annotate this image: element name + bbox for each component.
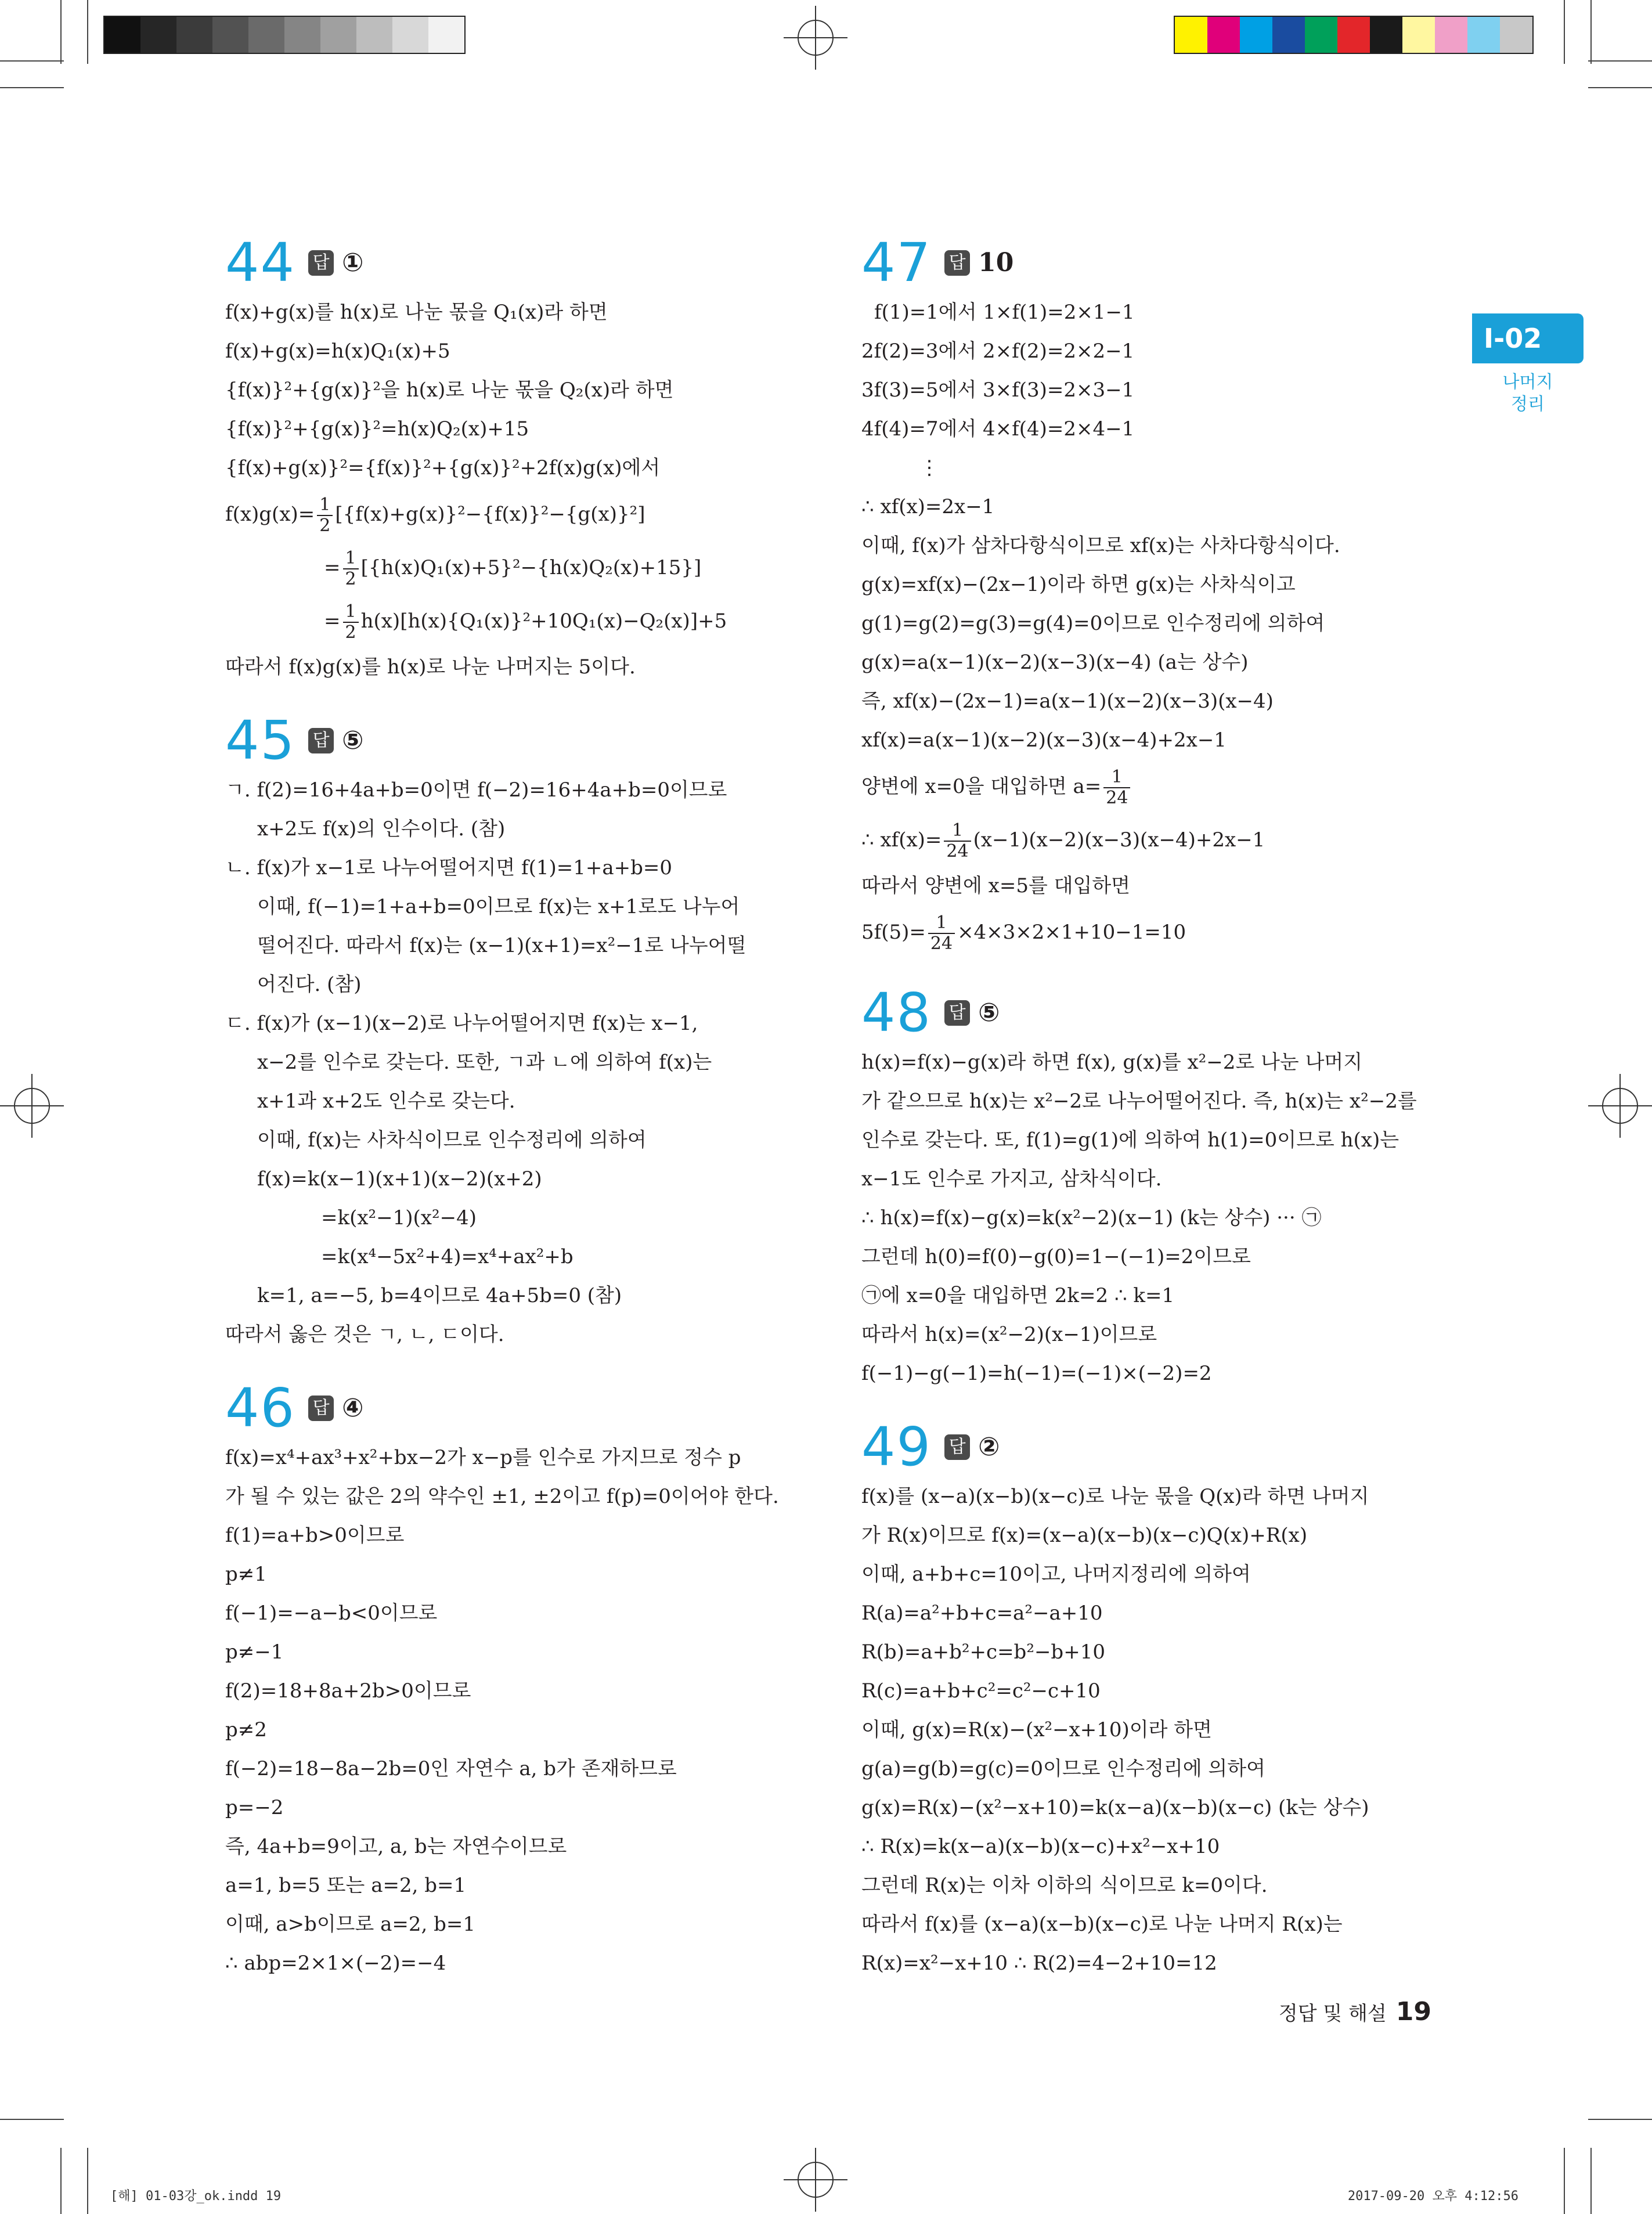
denominator: 24 [1106, 788, 1128, 808]
solution-line: 즉, xf(x)−(2x−1)=a(x−1)(x−2)(x−3)(x−4) [861, 690, 1274, 713]
color-swatch [320, 17, 356, 53]
expr-lhs: 5f(5)= [861, 921, 926, 944]
question-header [225, 710, 806, 771]
solution-line: ⋮ [919, 456, 939, 479]
solution-line: ∴ abp=2×1×(−2)=−4 [225, 1952, 446, 1975]
chapter-title [1472, 372, 1584, 416]
registration-mark-left [0, 1074, 64, 1138]
chapter-title-line1: 나머지 [1502, 372, 1553, 392]
crop-mark-top-left-v2 [87, 0, 88, 64]
color-swatch [140, 17, 176, 53]
numerator: 1 [944, 821, 971, 842]
solution-line: R(x)=x²−x+10 ∴ R(2)=4−2+10=12 [861, 1952, 1217, 1975]
solution-line: f(−1)=−a−b<0이므로 [225, 1602, 438, 1625]
chapter-title-line2: 정리 [1511, 394, 1545, 414]
question-header [861, 1416, 1442, 1477]
solution-line: 가 같으므로 h(x)는 x²−2로 나누어떨어진다. 즉, h(x)는 x²−2를 [861, 1090, 1417, 1113]
solution-line: 가 R(x)이므로 f(x)=(x−a)(x−b)(x−c)Q(x)+R(x) [861, 1524, 1308, 1547]
solution-line: 따라서 f(x)g(x)를 h(x)로 나눈 나머지는 5이다. [225, 655, 636, 679]
color-swatch [1337, 17, 1370, 53]
expr-rhs: ×4×3×2×1+10−1=10 [957, 921, 1186, 944]
answer-badge: 답 [308, 250, 334, 276]
color-swatch [1305, 17, 1337, 53]
denominator: 2 [319, 515, 331, 536]
crop-mark-bottom-left-v2 [87, 2148, 88, 2214]
question-49 [861, 1416, 1442, 1983]
solution-line: a=1, b=5 또는 a=2, b=1 [225, 1874, 467, 1897]
crop-mark-top-right-h [1588, 60, 1652, 62]
solution-line: g(x)=xf(x)−(2x−1)이라 하면 g(x)는 사차식이고 [861, 573, 1296, 596]
solution-line: ∴ h(x)=f(x)−g(x)=k(x²−2)(x−1) (k는 상수) ··· ㉠ [861, 1206, 1322, 1229]
crop-mark-top-right-v [1590, 0, 1592, 64]
color-swatch [1175, 17, 1207, 53]
solution-line: 따라서 f(x)를 (x−a)(x−b)(x−c)로 나눈 나머지 R(x)는 [861, 1913, 1343, 1936]
answer-badge: 답 [944, 1434, 970, 1460]
fraction [343, 549, 359, 589]
registration-mark-right [1588, 1074, 1652, 1138]
solution-line: k=1, a=−5, b=4이므로 4a+5b=0 (참) [257, 1284, 622, 1307]
numerator: 1 [928, 913, 955, 934]
solution-line [225, 541, 806, 594]
solution-line: 그런데 R(x)는 이차 이하의 식이므로 k=0이다. [861, 1874, 1268, 1897]
question-number: 48 [861, 981, 932, 1044]
color-swatch [1402, 17, 1435, 53]
solution-line: 따라서 옳은 것은 ㄱ, ㄴ, ㄷ이다. [225, 1323, 504, 1346]
solution-line: f(1)=1에서 1×f(1)=2×1−1 [874, 301, 1135, 324]
solution-line: g(1)=g(2)=g(3)=g(4)=0이므로 인수정리에 의하여 [861, 612, 1325, 635]
fraction [944, 821, 971, 861]
question-number: 47 [861, 231, 932, 294]
color-swatch [1207, 17, 1240, 53]
solution-line: 이때, f(−1)=1+a+b=0이므로 f(x)는 x+1로도 나누어 [257, 895, 740, 918]
numerator: 1 [317, 495, 333, 516]
color-swatch [248, 17, 284, 53]
solution-line [861, 760, 1442, 813]
solution-line: =k(x²−1)(x²−4) [321, 1206, 477, 1229]
solution-line: {f(x)+g(x)}²={f(x)}²+{g(x)}²+2f(x)g(x)에서 [225, 456, 661, 479]
solution-line: {f(x)}²+{g(x)}²=h(x)Q₂(x)+15 [225, 417, 529, 441]
solution-line [861, 906, 1442, 959]
color-bar [1174, 16, 1534, 54]
crop-mark-bottom-right-v2 [1564, 2148, 1565, 2214]
solution-line: 이때, f(x)는 사차식이므로 인수정리에 의하여 [257, 1128, 647, 1152]
solution-line: 인수로 갖는다. 또, f(1)=g(1)에 의하여 h(1)=0이므로 h(x)는 [861, 1128, 1399, 1152]
question-header [225, 232, 806, 293]
question-header [861, 232, 1442, 293]
solution-line: 이때, a+b+c=10이고, 나머지정리에 의하여 [861, 1563, 1251, 1586]
answer-value: 10 [978, 248, 1014, 277]
solution-line: 즉, 4a+b=9이고, a, b는 자연수이므로 [225, 1835, 567, 1858]
solution-line: x−2를 인수로 갖는다. 또한, ㄱ과 ㄴ에 의하여 f(x)는 [257, 1051, 712, 1074]
solution-line: g(x)=R(x)−(x²−x+10)=k(x−a)(x−b)(x−c) (k는 상수) [861, 1796, 1369, 1819]
solution-line: 이때, a>b이므로 a=2, b=1 [225, 1913, 476, 1936]
solution-line: x+1과 x+2도 인수로 갖는다. [257, 1090, 515, 1113]
color-swatch [1370, 17, 1402, 53]
solution-line: R(a)=a²+b+c=a²−a+10 [861, 1602, 1103, 1625]
fraction [928, 913, 955, 954]
question-header [225, 1378, 806, 1438]
solution-line: ㄷ. f(x)가 (x−1)(x−2)로 나누어떨어지면 f(x)는 x−1, [225, 1012, 698, 1035]
fraction [1103, 767, 1130, 808]
chapter-code: I-02 [1484, 323, 1542, 354]
crop-mark-top-right-v2 [1564, 0, 1565, 64]
denominator: 24 [946, 841, 969, 861]
color-swatch [176, 17, 212, 53]
color-swatch [284, 17, 320, 53]
crop-mark-top-left-v [60, 0, 62, 64]
expr-lhs: ∴ xf(x)= [861, 828, 942, 852]
left-column [225, 232, 806, 1983]
expr-lhs: = [324, 610, 341, 633]
answer-value: ⑤ [342, 726, 364, 755]
question-47 [861, 232, 1442, 959]
expr-rhs: h(x)[h(x){Q₁(x)}²+10Q₁(x)−Q₂(x)]+5 [360, 610, 727, 633]
chapter-tab [1472, 313, 1584, 363]
solution-line: xf(x)=a(x−1)(x−2)(x−3)(x−4)+2x−1 [861, 729, 1227, 752]
solution-line: 그런데 h(0)=f(0)−g(0)=1−(−1)=2이므로 [861, 1245, 1251, 1268]
question-number: 45 [225, 709, 296, 771]
solution-line: ∴ R(x)=k(x−a)(x−b)(x−c)+x²−x+10 [861, 1835, 1220, 1858]
solution-line: ㄱ. f(2)=16+4a+b=0이면 f(−2)=16+4a+b=0이므로 [225, 778, 727, 802]
question-number: 49 [861, 1415, 932, 1478]
crop-mark-bottom-left-h [0, 2119, 64, 2120]
solution-line: p≠1 [225, 1563, 267, 1586]
denominator: 2 [345, 622, 356, 643]
numerator: 1 [343, 549, 359, 569]
solution-line [225, 488, 806, 541]
solution-line [861, 813, 1442, 867]
solution-line: ∴ xf(x)=2x−1 [861, 495, 995, 518]
solution-line: h(x)=f(x)−g(x)라 하면 f(x), g(x)를 x²−2로 나눈 나머지 [861, 1051, 1363, 1074]
answer-badge: 답 [944, 250, 970, 276]
color-swatch [356, 17, 392, 53]
expr-rhs: [{h(x)Q₁(x)+5}²−{h(x)Q₂(x)+15}] [360, 556, 702, 579]
solution-line: 따라서 양변에 x=5를 대입하면 [861, 874, 1131, 897]
answer-badge: 답 [308, 728, 334, 753]
solution-line: 가 될 수 있는 값은 2의 약수인 ±1, ±2이고 f(p)=0이어야 한다. [225, 1485, 779, 1508]
crop-mark-bottom-right-h [1588, 2119, 1652, 2120]
solution-line: f(x)=k(x−1)(x+1)(x−2)(x+2) [257, 1167, 542, 1191]
answer-badge: 답 [944, 1000, 970, 1026]
solution-line: 어진다. (참) [257, 973, 362, 996]
answer-value: ④ [342, 1393, 364, 1423]
answer-value: ② [978, 1432, 1000, 1462]
solution-line: g(x)=a(x−1)(x−2)(x−3)(x−4) (a는 상수) [861, 651, 1249, 674]
question-number: 46 [225, 1376, 296, 1439]
expr-lhs: = [324, 556, 341, 579]
numerator: 1 [1103, 767, 1130, 788]
question-number: 44 [225, 231, 296, 294]
color-swatch [104, 17, 140, 53]
solution-line: g(a)=g(b)=g(c)=0이므로 인수정리에 의하여 [861, 1757, 1265, 1780]
numerator: 1 [343, 602, 359, 623]
solution-line: 이때, f(x)가 삼차다항식이므로 xf(x)는 사차다항식이다. [861, 534, 1340, 557]
solution-line: f(2)=18+8a+2b>0이므로 [225, 1679, 471, 1703]
solution-line: 따라서 h(x)=(x²−2)(x−1)이므로 [861, 1323, 1157, 1346]
color-swatch [428, 17, 464, 53]
denominator: 2 [345, 569, 356, 589]
color-swatch [392, 17, 428, 53]
color-swatch [1467, 17, 1500, 53]
crop-mark-bottom-left-v [60, 2148, 62, 2214]
solution-line: p≠−1 [225, 1640, 284, 1664]
solution-line: f(x)=x⁴+ax³+x²+bx−2가 x−p를 인수로 가지므로 정수 p [225, 1446, 741, 1469]
slug-file-info: [해] 01-03강_ok.indd 19 [110, 2189, 282, 2204]
expr-rhs: [{f(x)+g(x)}²−{f(x)}²−{g(x)}²] [335, 503, 645, 526]
solution-line: f(x)+g(x)=h(x)Q₁(x)+5 [225, 340, 450, 363]
solution-line: 2f(2)=3에서 2×f(2)=2×2−1 [861, 340, 1135, 363]
page-footer [1279, 1997, 1431, 2027]
crop-mark-bottom-right-v [1590, 2148, 1592, 2214]
crop-mark-top-right-h2 [1588, 87, 1652, 88]
solution-line: f(−1)−g(−1)=h(−1)=(−1)×(−2)=2 [861, 1362, 1212, 1385]
expr-lhs: f(x)g(x)= [225, 503, 315, 526]
solution-line: f(x)+g(x)를 h(x)로 나눈 몫을 Q₁(x)라 하면 [225, 301, 608, 324]
color-swatch [1435, 17, 1467, 53]
right-column [861, 232, 1442, 1983]
solution-line: R(b)=a+b²+c=b²−b+10 [861, 1640, 1105, 1664]
solution-line: ㄴ. f(x)가 x−1로 나누어떨어지면 f(1)=1+a+b=0 [225, 856, 673, 879]
answer-value: ⑤ [978, 998, 1000, 1027]
color-swatch [212, 17, 248, 53]
solution-line: f(x)를 (x−a)(x−b)(x−c)로 나눈 몫을 Q(x)라 하면 나머지 [861, 1485, 1369, 1508]
solution-line: 3f(3)=5에서 3×f(3)=2×3−1 [861, 378, 1135, 402]
color-swatch [1240, 17, 1272, 53]
solution-line: p≠2 [225, 1718, 267, 1741]
question-45 [225, 710, 806, 1354]
solution-line: x+2도 f(x)의 인수이다. (참) [257, 817, 506, 841]
slug-timestamp: 2017-09-20 오후 4:12:56 [1347, 2189, 1518, 2204]
footer-label: 정답 및 해설 [1278, 2002, 1387, 2025]
question-48 [861, 982, 1442, 1393]
question-46 [225, 1378, 806, 1983]
solution-line: 떨어진다. 따라서 f(x)는 (x−1)(x+1)=x²−1로 나누어떨 [257, 934, 746, 957]
question-44 [225, 232, 806, 687]
solution-line: =k(x⁴−5x²+4)=x⁴+ax²+b [321, 1245, 573, 1268]
crop-mark-top-left-h2 [0, 87, 64, 88]
fraction [343, 602, 359, 643]
color-swatch [1500, 17, 1532, 53]
solution-line: p=−2 [225, 1796, 284, 1819]
grayscale-bar [103, 16, 466, 54]
question-header [861, 982, 1442, 1043]
page-number: 19 [1395, 1997, 1431, 2027]
solution-line: R(c)=a+b+c²=c²−c+10 [861, 1679, 1101, 1703]
solution-line: 이때, g(x)=R(x)−(x²−x+10)이라 하면 [861, 1718, 1212, 1741]
denominator: 24 [930, 933, 953, 954]
solution-line: f(−2)=18−8a−2b=0인 자연수 a, b가 존재하므로 [225, 1757, 677, 1780]
solution-line: x−1도 인수로 가지고, 삼차식이다. [861, 1167, 1162, 1191]
expr-rhs: (x−1)(x−2)(x−3)(x−4)+2x−1 [973, 828, 1265, 852]
color-swatch [1272, 17, 1305, 53]
registration-mark-top [784, 6, 847, 70]
solution-line: {f(x)}²+{g(x)}²을 h(x)로 나눈 몫을 Q₂(x)라 하면 [225, 378, 674, 402]
registration-mark-bottom [784, 2148, 847, 2212]
fraction [317, 495, 333, 536]
solution-line [225, 594, 806, 648]
solution-line: ㉠에 x=0을 대입하면 2k=2 ∴ k=1 [861, 1284, 1175, 1307]
solution-line: 4f(4)=7에서 4×f(4)=2×4−1 [861, 417, 1135, 441]
solution-line: f(1)=a+b>0이므로 [225, 1524, 405, 1547]
expr-lhs: 양변에 x=0을 대입하면 a= [861, 775, 1102, 798]
crop-mark-top-left-h [0, 60, 64, 62]
answer-value: ① [342, 248, 364, 277]
answer-badge: 답 [308, 1396, 334, 1421]
